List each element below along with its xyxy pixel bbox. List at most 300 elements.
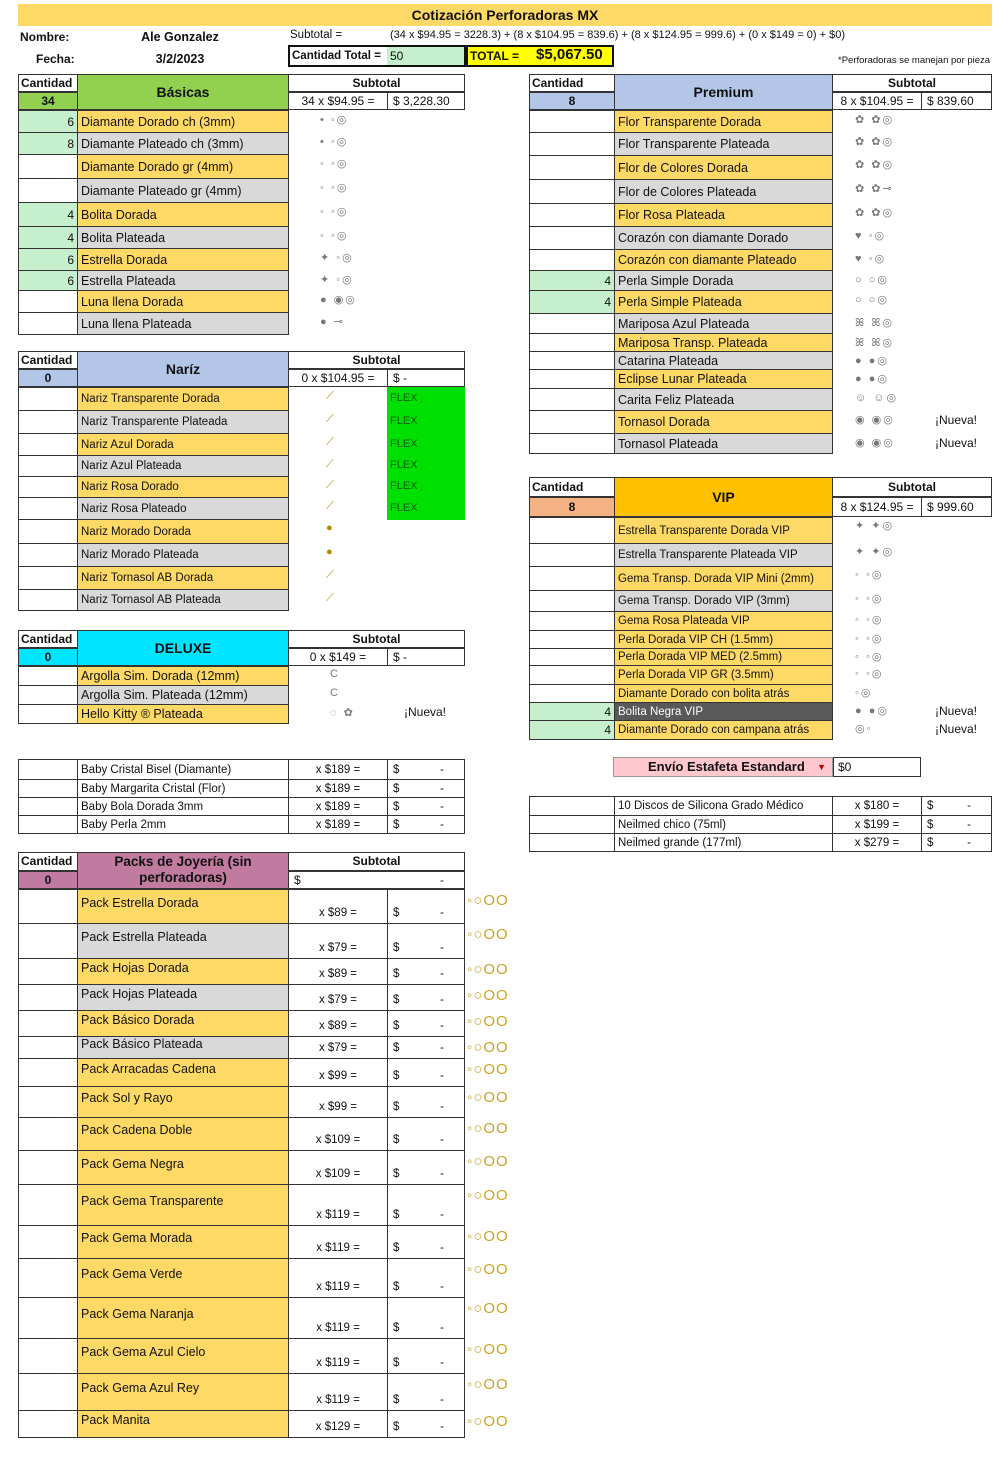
- earring-icon: ꕤ ꕤ◎: [855, 317, 894, 329]
- nariz-row-qty[interactable]: [18, 476, 78, 498]
- packs-row-qty[interactable]: [18, 923, 78, 959]
- jewelry-pack-icon: ◦○ΟΟ: [467, 1061, 509, 1078]
- vip-title: VIP: [614, 477, 833, 517]
- packs-row-qty[interactable]: [18, 1410, 78, 1438]
- packs-row-name: Pack Cadena Doble: [77, 1117, 289, 1151]
- extras-row-name: 10 Discos de Silicona Grado Médico: [614, 796, 833, 816]
- packs-row-dash: -: [440, 1134, 444, 1146]
- chevron-down-icon[interactable]: ▼: [817, 762, 826, 772]
- basicas-calc: 34 x $94.95 =: [288, 92, 388, 110]
- deluxe-row-qty[interactable]: [18, 685, 78, 705]
- vip-subtotal: $ 999.60: [921, 497, 992, 517]
- envio-label: Envío Estafeta Estandard: [648, 759, 805, 774]
- premium-row-name: Eclipse Lunar Plateada: [614, 369, 833, 389]
- basicas-row-name: Diamante Plateado gr (4mm): [77, 178, 289, 203]
- nariz-row-name: Nariz Morado Dorada: [77, 519, 289, 544]
- baby-row-dollar: $: [393, 764, 400, 776]
- earring-icon: ♥ ◦◎: [855, 230, 887, 242]
- earring-icon: • ◦◎: [320, 114, 349, 126]
- vip-row-qty[interactable]: 4: [529, 702, 615, 721]
- earring-icon: ◦ ◦◎: [320, 206, 349, 218]
- baby-row-name: Baby Cristal Bisel (Diamante): [77, 759, 289, 780]
- packs-row-name: Pack Estrella Dorada: [77, 889, 289, 924]
- packs-row-name: Pack Hojas Dorada: [77, 958, 289, 985]
- basicas-subtotal: $ 3,228.30: [387, 92, 465, 110]
- nose-stud-icon: ⟋: [326, 413, 336, 425]
- earring-icon: ◦ ◦◎: [320, 158, 349, 170]
- nariz-row-qty[interactable]: [18, 410, 78, 434]
- premium-row-name: Corazón con diamante Plateado: [614, 249, 833, 271]
- flex-badge: FLEX: [387, 455, 465, 477]
- packs-row-dollar: $: [393, 907, 400, 919]
- vip-row-name: Estrella Transparente Plateada VIP: [614, 543, 833, 567]
- premium-row-qty[interactable]: 4: [529, 290, 615, 314]
- vip-row-qty[interactable]: [529, 543, 615, 567]
- baby-row-qty[interactable]: [18, 779, 78, 798]
- baby-row-dollar: $: [393, 801, 400, 813]
- packs-row-subtotal: [387, 923, 465, 959]
- packs-row-dollar: $: [393, 1357, 400, 1369]
- total-value: $5,067.50: [536, 46, 603, 63]
- nueva-badge: ¡Nueva!: [935, 413, 978, 427]
- packs-row-dollar: $: [393, 1281, 400, 1293]
- vip-row-qty[interactable]: [529, 665, 615, 685]
- baby-row-qty[interactable]: [18, 797, 78, 816]
- premium-row-qty[interactable]: [529, 333, 615, 352]
- nariz-subtotal-label: Subtotal: [288, 351, 465, 369]
- subtotal-label: Subtotal =: [290, 29, 343, 41]
- premium-row-name: Flor de Colores Dorada: [614, 155, 833, 180]
- basicas-row-name: Diamante Dorado gr (4mm): [77, 154, 289, 179]
- packs-row-qty[interactable]: [18, 1086, 78, 1118]
- baby-row-price: x $189 =: [288, 797, 388, 816]
- vip-row-qty[interactable]: [529, 611, 615, 631]
- packs-subtotal-dash: -: [440, 873, 444, 887]
- earring-icon: ✿ ✿◎: [855, 114, 895, 126]
- basicas-row-name: Diamante Plateado ch (3mm): [77, 132, 289, 155]
- packs-row-qty[interactable]: [18, 1258, 78, 1298]
- vip-row-qty[interactable]: 4: [529, 720, 615, 740]
- premium-row-qty[interactable]: [529, 410, 615, 434]
- premium-subtotal: $ 839.60: [921, 92, 992, 110]
- basicas-row-qty[interactable]: 4: [18, 226, 78, 249]
- nariz-row-qty[interactable]: [18, 455, 78, 477]
- nose-stud-icon: ●: [326, 546, 335, 558]
- flex-badge: FLEX: [387, 387, 465, 411]
- earring-icon: ꕤ ꕤ◎: [855, 337, 894, 349]
- nose-stud-icon: ●: [326, 522, 335, 534]
- deluxe-subtotal: $ -: [387, 648, 465, 666]
- earring-icon: ◉ ◉◎: [855, 437, 895, 449]
- nariz-row-name: Nariz Rosa Dorado: [77, 476, 289, 498]
- premium-calc: 8 x $104.95 =: [832, 92, 922, 110]
- basicas-qty: 34: [18, 92, 78, 110]
- jewelry-pack-icon: ◦○ΟΟ: [467, 1013, 509, 1030]
- deluxe-row-qty[interactable]: [18, 704, 78, 724]
- packs-title: Packs de Joyería (sin perforadoras): [77, 852, 289, 889]
- packs-row-qty[interactable]: [18, 1338, 78, 1374]
- extras-row-qty[interactable]: [529, 833, 615, 852]
- packs-row-qty[interactable]: [18, 1225, 78, 1259]
- basicas-row-qty[interactable]: [18, 154, 78, 179]
- jewelry-pack-icon: ◦○ΟΟ: [467, 1187, 509, 1204]
- premium-row-name: Tornasol Dorada: [614, 410, 833, 434]
- earring-icon: ✦ ◦◎: [320, 252, 354, 264]
- earring-icon: ● ●◎: [855, 705, 889, 717]
- packs-subtotal: [288, 871, 465, 889]
- deluxe-calc: 0 x $149 =: [288, 648, 388, 666]
- basicas-row-qty[interactable]: [18, 290, 78, 313]
- packs-row-subtotal: [387, 1184, 465, 1226]
- packs-row-qty[interactable]: [18, 1150, 78, 1185]
- packs-row-price: x $79 =: [288, 923, 388, 959]
- packs-row-dash: -: [440, 1242, 444, 1254]
- flex-badge: FLEX: [387, 497, 465, 520]
- packs-row-qty[interactable]: [18, 1036, 78, 1059]
- premium-qty: 8: [529, 92, 615, 110]
- earring-icon: ● ⊸: [320, 316, 345, 328]
- packs-row-dollar: $: [393, 1101, 400, 1113]
- extras-row-dash: -: [967, 800, 971, 812]
- earring-icon: • ◦◎: [320, 136, 349, 148]
- nueva-badge: ¡Nueva!: [935, 436, 978, 450]
- fecha-label: Fecha:: [36, 52, 75, 66]
- earring-icon: ◦ ◦◎: [855, 593, 884, 605]
- fecha-value[interactable]: 3/2/2023: [155, 52, 205, 66]
- extras-row-subtotal: [921, 796, 992, 816]
- basicas-row-name: Diamante Dorado ch (3mm): [77, 110, 289, 133]
- packs-row-dollar: $: [393, 942, 400, 954]
- jewelry-pack-icon: ◦○ΟΟ: [467, 1300, 509, 1317]
- earring-icon: ✿ ✿◎: [855, 207, 895, 219]
- nose-stud-icon: ⟋: [326, 436, 336, 448]
- vip-row-name: Gema Rosa Plateada VIP: [614, 611, 833, 631]
- earring-icon: ◦ ◦◎: [855, 569, 884, 581]
- premium-row-name: Mariposa Transp. Plateada: [614, 333, 833, 352]
- vip-row-qty[interactable]: [529, 648, 615, 666]
- baby-row-subtotal: [387, 797, 465, 816]
- packs-row-qty[interactable]: [18, 1184, 78, 1226]
- packs-row-price: x $119 =: [288, 1297, 388, 1339]
- nose-stud-icon: ⟋: [326, 500, 336, 512]
- baby-row-qty[interactable]: [18, 815, 78, 834]
- premium-row-name: Catarina Plateada: [614, 351, 833, 370]
- earring-icon: ✿ ✿◎: [855, 136, 895, 148]
- premium-row-qty[interactable]: [529, 369, 615, 389]
- premium-row-qty[interactable]: 4: [529, 270, 615, 291]
- packs-row-dollar: $: [393, 1421, 400, 1433]
- packs-row-name: Pack Gema Azul Rey: [77, 1373, 289, 1411]
- premium-row-qty[interactable]: [529, 433, 615, 454]
- vip-row-qty[interactable]: [529, 590, 615, 612]
- envio-dropdown[interactable]: [613, 757, 833, 777]
- premium-title: Premium: [614, 74, 833, 110]
- packs-row-dash: -: [440, 942, 444, 954]
- basicas-title: Básicas: [77, 74, 289, 110]
- baby-row-dash: -: [440, 783, 444, 795]
- packs-row-subtotal: [387, 1086, 465, 1118]
- packs-row-name: Pack Manita: [77, 1410, 289, 1438]
- packs-row-subtotal: [387, 1058, 465, 1087]
- nariz-row-qty[interactable]: [18, 589, 78, 611]
- jewelry-pack-icon: ◦○ΟΟ: [467, 1413, 509, 1430]
- premium-row-name: Perla Simple Plateada: [614, 290, 833, 314]
- nueva-badge: ¡Nueva!: [935, 704, 978, 718]
- hoop-icon: C: [330, 687, 340, 699]
- vip-qty: 8: [529, 497, 615, 517]
- jewelry-pack-icon: ◦○ΟΟ: [467, 1261, 509, 1278]
- vip-row-qty[interactable]: [529, 630, 615, 649]
- deluxe-row-name: Hello Kitty ® Plateada: [77, 704, 289, 724]
- nariz-row-name: Nariz Azul Dorada: [77, 433, 289, 456]
- packs-row-qty[interactable]: [18, 1058, 78, 1087]
- basicas-row-name: Estrella Dorada: [77, 248, 289, 271]
- nariz-row-name: Nariz Tornasol AB Dorada: [77, 566, 289, 590]
- basicas-cantidad-label: Cantidad: [18, 74, 78, 92]
- earring-icon: ☺ ☺◎: [855, 392, 899, 404]
- flex-badge: FLEX: [387, 476, 465, 498]
- hoop-icon: ◌ ✿: [330, 707, 355, 719]
- total-label: TOTAL =: [470, 49, 520, 63]
- nariz-row-qty[interactable]: [18, 543, 78, 567]
- packs-row-subtotal: [387, 1150, 465, 1185]
- basicas-row-qty[interactable]: 4: [18, 202, 78, 227]
- premium-row-qty[interactable]: [529, 155, 615, 180]
- earring-icon: ✦ ✦◎: [855, 546, 895, 558]
- packs-row-qty[interactable]: [18, 1297, 78, 1339]
- jewelry-pack-icon: ◦○ΟΟ: [467, 1089, 509, 1106]
- packs-row-dash: -: [440, 1281, 444, 1293]
- packs-row-dash: -: [440, 1394, 444, 1406]
- packs-row-dash: -: [440, 1421, 444, 1433]
- packs-row-dash: -: [440, 1322, 444, 1334]
- basicas-row-name: Bolita Dorada: [77, 202, 289, 227]
- packs-row-dollar: $: [393, 1394, 400, 1406]
- packs-subtotal-label: Subtotal: [288, 852, 465, 871]
- packs-row-price: x $89 =: [288, 1010, 388, 1037]
- basicas-row-qty[interactable]: [18, 312, 78, 335]
- basicas-row-name: Luna llena Dorada: [77, 290, 289, 313]
- premium-row-name: Flor de Colores Plateada: [614, 179, 833, 204]
- hoop-icon: C: [330, 668, 340, 680]
- nariz-qty: 0: [18, 369, 78, 387]
- packs-row-dollar: $: [393, 1209, 400, 1221]
- nariz-row-qty[interactable]: [18, 387, 78, 411]
- earring-icon: ○ ○◎: [855, 274, 889, 286]
- basicas-row-name: Estrella Plateada: [77, 270, 289, 291]
- baby-row-subtotal: [387, 759, 465, 780]
- extras-row-dollar: $: [927, 819, 934, 831]
- nombre-value[interactable]: Ale Gonzalez: [141, 30, 219, 44]
- envio-value[interactable]: $0: [833, 757, 921, 777]
- baby-row-name: Baby Perla 2mm: [77, 815, 289, 834]
- premium-row-name: Tornasol Plateada: [614, 433, 833, 454]
- packs-row-qty[interactable]: [18, 1373, 78, 1411]
- premium-cantidad-label: Cantidad: [529, 74, 615, 92]
- packs-row-name: Pack Gema Morada: [77, 1225, 289, 1259]
- premium-row-qty[interactable]: [529, 179, 615, 204]
- cantidad-total-value: 50: [387, 47, 464, 65]
- premium-row-name: Flor Transparente Dorada: [614, 110, 833, 133]
- premium-row-qty[interactable]: [529, 203, 615, 227]
- earring-icon: ◦ ◦◎: [320, 230, 349, 242]
- packs-row-dash: -: [440, 994, 444, 1006]
- baby-row-name: Baby Bola Dorada 3mm: [77, 797, 289, 816]
- vip-row-name: Perla Dorada VIP GR (3.5mm): [614, 665, 833, 685]
- packs-row-price: x $119 =: [288, 1373, 388, 1411]
- packs-row-dollar: $: [393, 1242, 400, 1254]
- extras-row-dash: -: [967, 837, 971, 849]
- vip-row-qty[interactable]: [529, 517, 615, 544]
- baby-row-dash: -: [440, 764, 444, 776]
- packs-row-subtotal: [387, 889, 465, 924]
- packs-row-dash: -: [440, 1070, 444, 1082]
- basicas-subtotal-label: Subtotal: [288, 74, 465, 92]
- packs-row-dash: -: [440, 907, 444, 919]
- premium-row-name: Corazón con diamante Dorado: [614, 226, 833, 250]
- vip-row-name: Perla Dorada VIP MED (2.5mm): [614, 648, 833, 666]
- packs-row-subtotal: [387, 1010, 465, 1037]
- extras-row-qty[interactable]: [529, 796, 615, 816]
- premium-row-qty[interactable]: [529, 132, 615, 156]
- deluxe-nueva-badge: ¡Nueva!: [404, 705, 447, 719]
- premium-row-qty[interactable]: [529, 226, 615, 250]
- earring-icon: ◦ ◦◎: [320, 182, 349, 194]
- nariz-row-name: Nariz Tornasol AB Plateada: [77, 589, 289, 611]
- packs-row-qty[interactable]: [18, 889, 78, 924]
- basicas-row-qty[interactable]: 6: [18, 110, 78, 133]
- jewelry-pack-icon: ◦○ΟΟ: [467, 1120, 509, 1137]
- nariz-row-qty[interactable]: [18, 433, 78, 456]
- packs-row-subtotal: [387, 958, 465, 985]
- nariz-row-name: Nariz Azul Plateada: [77, 455, 289, 477]
- packs-row-name: Pack Gema Azul Cielo: [77, 1338, 289, 1374]
- packs-row-name: Pack Básico Plateada: [77, 1036, 289, 1059]
- baby-row-dollar: $: [393, 819, 400, 831]
- nariz-row-qty[interactable]: [18, 519, 78, 544]
- vip-row-name: Diamante Dorado con bolita atrás: [614, 684, 833, 703]
- basicas-row-qty[interactable]: 6: [18, 248, 78, 271]
- earring-icon: ✦ ✦◎: [855, 520, 895, 532]
- earring-icon: ✿ ✿⊸: [855, 183, 894, 195]
- vip-row-qty[interactable]: [529, 684, 615, 703]
- packs-row-dash: -: [440, 1357, 444, 1369]
- vip-subtotal-label: Subtotal: [832, 477, 992, 497]
- packs-row-qty[interactable]: [18, 1010, 78, 1037]
- jewelry-pack-icon: ◦○ΟΟ: [467, 926, 509, 943]
- basicas-row-qty[interactable]: 6: [18, 270, 78, 291]
- premium-row-qty[interactable]: [529, 249, 615, 271]
- page-title: Cotización Perforadoras MX: [18, 4, 992, 26]
- premium-row-name: Perla Simple Dorada: [614, 270, 833, 291]
- earring-icon: ◦◎: [855, 687, 873, 699]
- basicas-row-qty[interactable]: 8: [18, 132, 78, 155]
- basicas-row-name: Luna llena Plateada: [77, 312, 289, 335]
- nariz-row-name: Nariz Morado Plateada: [77, 543, 289, 567]
- extras-row-qty[interactable]: [529, 815, 615, 834]
- note: *Perforadoras se manejan por pieza: [838, 55, 991, 66]
- earring-icon: ◦ ◦◎: [855, 668, 884, 680]
- packs-row-price: x $119 =: [288, 1184, 388, 1226]
- packs-row-name: Pack Básico Dorada: [77, 1010, 289, 1037]
- nueva-badge: ¡Nueva!: [935, 722, 978, 736]
- packs-row-subtotal: [387, 1297, 465, 1339]
- nariz-row-name: Nariz Transparente Dorada: [77, 387, 289, 411]
- nariz-row-qty[interactable]: [18, 497, 78, 520]
- earring-icon: ♥ ◦◎: [855, 253, 887, 265]
- packs-row-qty[interactable]: [18, 1117, 78, 1151]
- earring-icon: ● ●◎: [855, 355, 889, 367]
- packs-row-name: Pack Gema Negra: [77, 1150, 289, 1185]
- vip-row-name: Diamante Dorado con campana atrás: [614, 720, 833, 740]
- baby-row-price: x $189 =: [288, 759, 388, 780]
- deluxe-qty: 0: [18, 648, 78, 666]
- packs-row-qty[interactable]: [18, 958, 78, 985]
- extras-row-dollar: $: [927, 800, 934, 812]
- nariz-cantidad-label: Cantidad: [18, 351, 78, 369]
- packs-row-dash: -: [440, 1042, 444, 1054]
- earring-icon: ✦ ◦◎: [320, 274, 354, 286]
- packs-row-price: x $109 =: [288, 1150, 388, 1185]
- vip-row-name: Perla Dorada VIP CH (1.5mm): [614, 630, 833, 649]
- nose-stud-icon: ⟋: [326, 592, 336, 604]
- nose-stud-icon: ⟋: [326, 569, 336, 581]
- packs-row-name: Pack Gema Transparente: [77, 1184, 289, 1226]
- premium-row-name: Carita Feliz Plateada: [614, 388, 833, 411]
- extras-row-name: Neilmed grande (177ml): [614, 833, 833, 852]
- packs-row-price: x $89 =: [288, 958, 388, 985]
- packs-row-qty[interactable]: [18, 984, 78, 1011]
- vip-row-name: Gema Transp. Dorado VIP (3mm): [614, 590, 833, 612]
- basicas-row-qty[interactable]: [18, 178, 78, 203]
- basicas-row-name: Bolita Plateada: [77, 226, 289, 249]
- packs-row-subtotal: [387, 984, 465, 1011]
- premium-subtotal-label: Subtotal: [832, 74, 992, 92]
- baby-row-dollar: $: [393, 783, 400, 795]
- baby-row-subtotal: [387, 815, 465, 834]
- earring-icon: ● ●◎: [855, 373, 889, 385]
- vip-calc: 8 x $124.95 =: [832, 497, 922, 517]
- premium-row-qty[interactable]: [529, 313, 615, 334]
- packs-row-price: x $79 =: [288, 984, 388, 1011]
- premium-row-name: Mariposa Azul Plateada: [614, 313, 833, 334]
- packs-row-dollar: $: [393, 994, 400, 1006]
- premium-row-qty[interactable]: [529, 388, 615, 411]
- deluxe-title: DELUXE: [77, 630, 289, 666]
- jewelry-pack-icon: ◦○ΟΟ: [467, 987, 509, 1004]
- vip-cantidad-label: Cantidad: [529, 477, 615, 497]
- vip-row-qty[interactable]: [529, 566, 615, 591]
- packs-row-dash: -: [440, 1168, 444, 1180]
- deluxe-subtotal-label: Subtotal: [288, 630, 465, 648]
- packs-row-price: x $79 =: [288, 1036, 388, 1059]
- jewelry-pack-icon: ◦○ΟΟ: [467, 1376, 509, 1393]
- packs-row-price: x $89 =: [288, 889, 388, 924]
- nariz-title: Naríz: [77, 351, 289, 387]
- deluxe-cantidad-label: Cantidad: [18, 630, 78, 648]
- deluxe-row-qty[interactable]: [18, 666, 78, 686]
- baby-row-qty[interactable]: [18, 759, 78, 780]
- earring-icon: ✿ ✿◎: [855, 159, 895, 171]
- packs-row-price: x $119 =: [288, 1225, 388, 1259]
- nose-stud-icon: ⟋: [326, 390, 336, 402]
- packs-row-name: Pack Gema Verde: [77, 1258, 289, 1298]
- baby-row-subtotal: [387, 779, 465, 798]
- premium-row-qty[interactable]: [529, 110, 615, 133]
- packs-row-subtotal: [387, 1410, 465, 1438]
- nariz-row-qty[interactable]: [18, 566, 78, 590]
- premium-row-qty[interactable]: [529, 351, 615, 370]
